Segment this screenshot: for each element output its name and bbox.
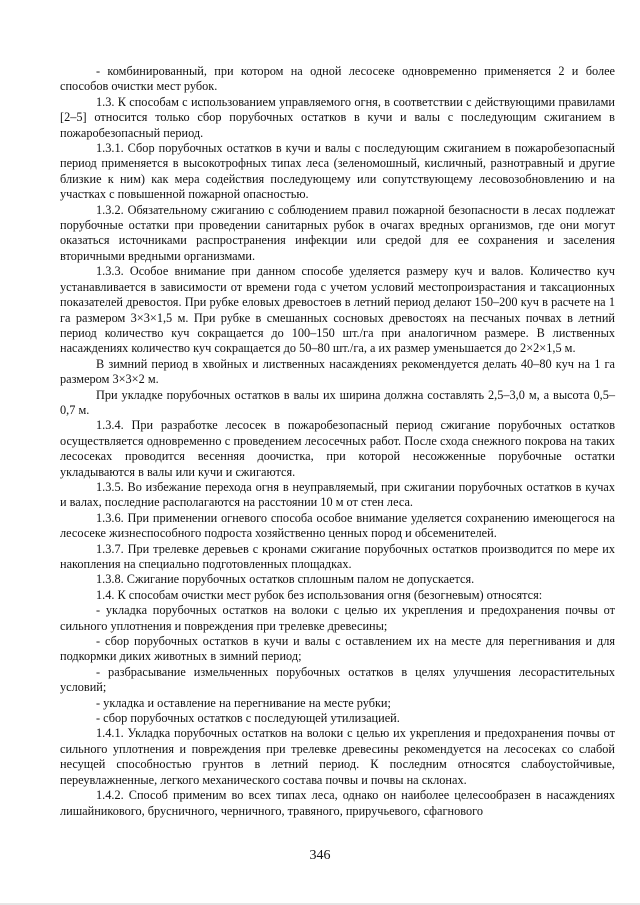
list-item-2: - сбор порубочных остатков в кучи и валы с оставлением их на месте для перегнивания и для подкормки диких животных в зимний период; (60, 634, 615, 664)
paragraph-10: 1.3.6. При применении огневого способа особое внимание уделяется сохранению имеющегося на лесосеке жизнеспособного подроста хозяйственно ценных пород и обсеменителей. (60, 510, 615, 541)
document-page (60, 64, 615, 819)
paragraph-7: При укладке порубочных остатков в валы их ширина должна составлять 2,5–3,0 м, а высота 0,5–0,7 м. (60, 387, 615, 417)
paragraph-1: - комбинированный, при котором на одной лесосеке одновременно применяется 2 и более способов очистки мест рубок. (60, 64, 615, 94)
list-item-1: - укладка порубочных остатков на волоки с целью их укрепления и предохранения почвы от сильного уплотнения и повреждения при трелевке древесины; (60, 603, 615, 633)
paragraph-15: 1.4.2. Способ применим во всех типах леса, однако он наиболее целесообразен в насаждениях лишайникового, брусничного, черничного, травяного, приручьевого, сфагнового (60, 788, 615, 818)
paragraph-13: 1.4. К способам очистки мест рубок без использования огня (безогневым) относятся: (96, 587, 543, 602)
paragraph-6: В зимний период в хвойных и лиственных насаждениях рекомендуется делать 40–80 куч на 1 га размером 3×3×2 м. (60, 356, 615, 387)
paragraph-11: 1.3.7. При трелевке деревьев с кронами сжигание порубочных остатков производится по мере их накопления на специально подготовленных площадках. (60, 541, 615, 571)
paragraph-12: 1.3.8. Сжигание порубочных остатков сплошным палом не допускается. (96, 572, 475, 587)
list-item-5: - сбор порубочных остатков с последующей утилизацией. (96, 711, 400, 726)
paragraph-5: 1.3.3. Особое внимание при данном способе уделяется размеру куч и валов. Количество куч устанавливается в зависимости от времени года с учетом условий местопроизрастания и таксационных показателей древостоя. При рубке еловых древостоев в летний период делают 150–200 куч в расчете на 1 га размером 3×3×1,5 м. При рубке в смешанных сосновых древостоях на песчаных почвах в летний период количество куч сокращается до 100–150 шт./га при аналогичном размере. В лиственных насаждениях количество куч сокращается до 50–80 шт./га, а их размер уменьшается до 2×2×1,5 м. (60, 264, 615, 356)
paragraph-3: 1.3.1. Сбор порубочных остатков в кучи и валы с последующим сжиганием в пожаробезопасный период применяется в высокотрофных типах леса (зеленомошный, кисличный, разнотравный и другие близкие к ним) как мера содействия последующему или сопутствующему лесовозобновлению и на участках с повышенной пожарной опасностью. (60, 141, 615, 202)
paragraph-4: 1.3.2. Обязательному сжиганию с соблюдением правил пожарной безопасности в лесах подлежат порубочные остатки при проведении санитарных рубок в очагах вредных организмов, где они могут оказаться источниками распространения инфекции или средой для ее сохранения и заселения вторичными вредными организмами. (60, 202, 615, 263)
paragraph-14: 1.4.1. Укладка порубочных остатков на волоки с целью их укрепления и предохранения почвы от сильного уплотнения и повреждения при трелевке древесины рекомендуется на лесосеках со слабой несущей способностью грунтов в летний период. К последним относятся слабоустойчивые, переувлажненные, легкого механического состава почвы и почвы на склонах. (60, 726, 615, 787)
paragraph-9: 1.3.5. Во избежание перехода огня в неуправляемый, при сжигании порубочных остатков в кучах и валах, последние располагаются на расстоянии 10 м от стен леса. (60, 479, 615, 510)
list-item-4: - укладка и оставление на перегнивание на месте рубки; (96, 695, 391, 710)
paragraph-8: 1.3.4. При разработке лесосек в пожаробезопасный период сжигание порубочных остатков осуществляется одновременно с проведением лесосечных работ. После схода снежного покрова на таких лесосеках проводится весенняя доочистка, при которой несожженные порубочные остатки укладываются в валы или кучи и сжигаются. (60, 418, 615, 479)
list-item-3: - разбрасывание измельченных порубочных остатков в целях улучшения лесорастительных условий; (60, 664, 615, 695)
paragraph-2: 1.3. К способам с использованием управляемого огня, в соответствии с действующими правилами [2–5] относится только сбор порубочных остатков в кучи и валы с последующим сжиганием в пожаробезопасный период. (60, 94, 615, 140)
page-number: 346 (309, 848, 331, 863)
